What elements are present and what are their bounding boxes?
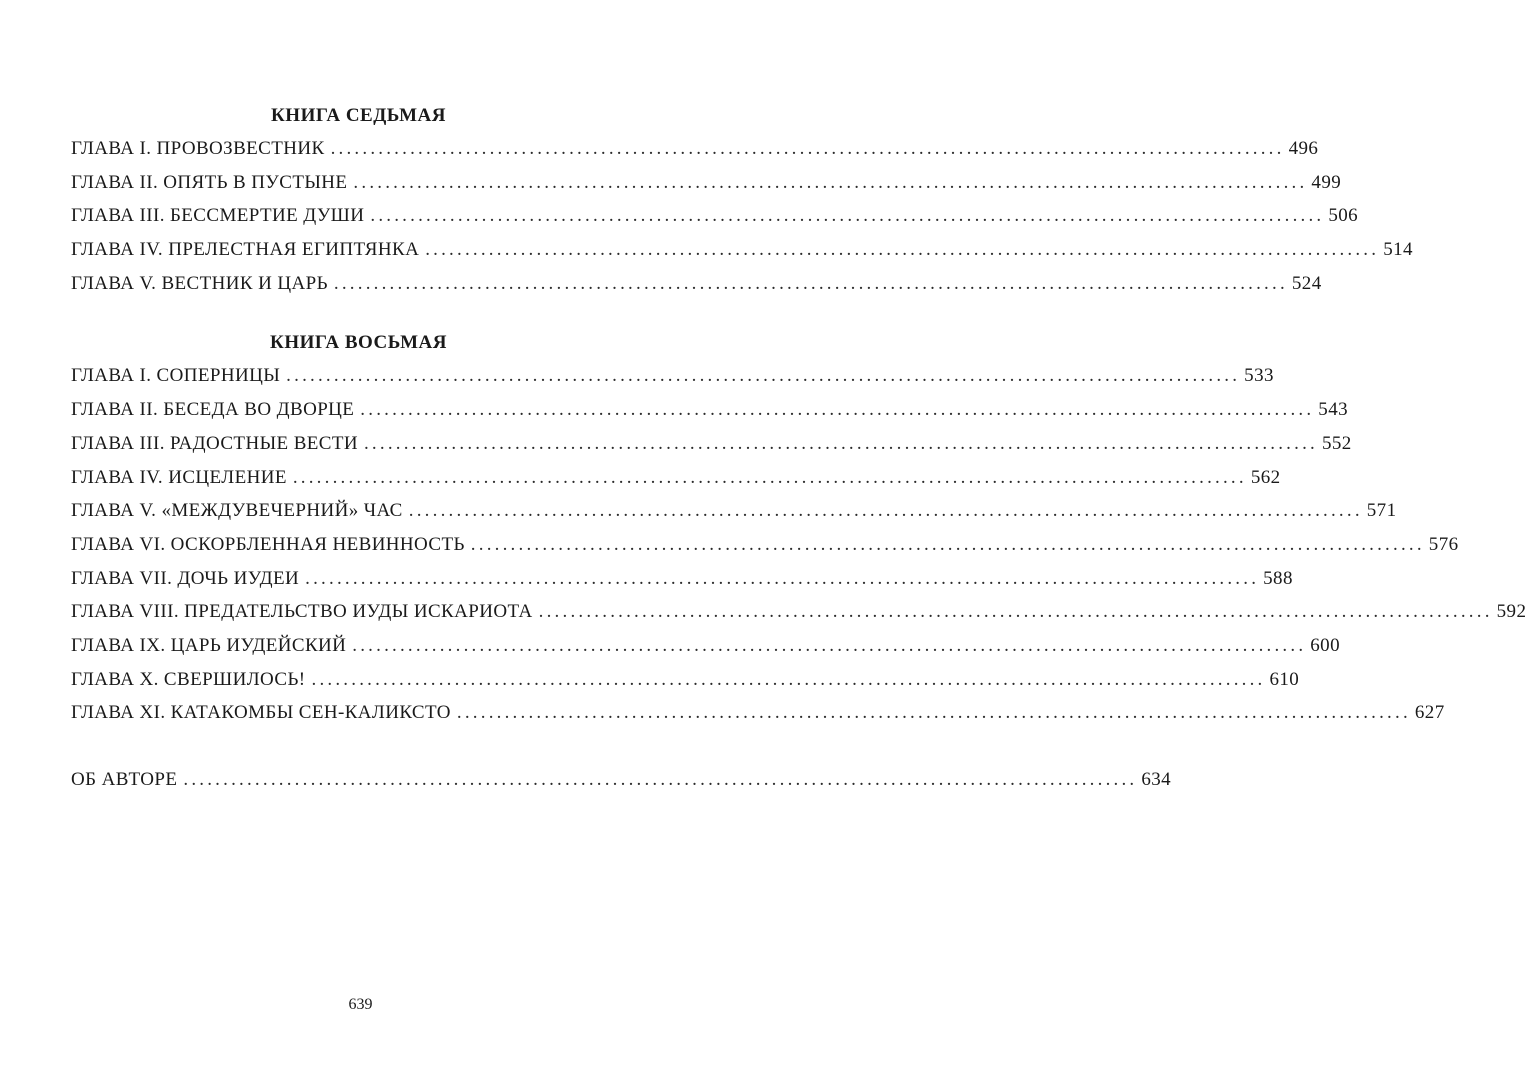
leader-dots: ........................................................................................................................ — [352, 634, 1307, 656]
toc-list-book-7 — [71, 132, 1413, 300]
leader-dots: ........................................................................................................................ — [456, 702, 1411, 724]
entry-title: ГЛАВА XI. КАТАКОМБЫ СЕН-КАЛИКСТО — [71, 702, 451, 724]
entry-page: 592 — [1496, 601, 1526, 623]
toc-list-book-8 — [71, 359, 1526, 730]
entry-title: ГЛАВА I. СОПЕРНИЦЫ — [71, 365, 281, 387]
entry-page: 576 — [1428, 533, 1459, 555]
leader-dots: ........................................................................................................................ — [353, 171, 1308, 193]
entry-page: 571 — [1366, 500, 1397, 522]
entry-title: ГЛАВА I. ПРОВОЗВЕСТНИК — [71, 138, 325, 159]
entry-title: ГЛАВА V. ВЕСТНИК И ЦАРЬ — [71, 272, 328, 294]
entry-page: 506 — [1328, 205, 1359, 227]
toc-entry — [71, 528, 1459, 562]
toc-entry — [71, 132, 1319, 166]
entry-title: ГЛАВА V. «МЕЖДУВЕЧЕРНИЙ» ЧАС — [71, 500, 403, 522]
entry-title: ГЛАВА IX. ЦАРЬ ИУДЕЙСКИЙ — [71, 634, 347, 656]
entry-title: ГЛАВА II. БЕСЕДА ВО ДВОРЦЕ — [71, 399, 355, 421]
toc-entry — [71, 696, 1445, 730]
leader-dots: ........................................................................................................................ — [305, 567, 1260, 589]
entry-title: ОБ АВТОРЕ — [71, 769, 178, 790]
book-title: КНИГА ВОСЬМАЯ — [270, 332, 447, 354]
leader-dots: ........................................................................................................................ — [183, 769, 1138, 790]
entry-title: ГЛАВА VIII. ПРЕДАТЕЛЬСТВО ИУДЫ ИСКАРИОТА — [71, 601, 533, 623]
leader-dots: ........................................................................................................................ — [360, 399, 1315, 421]
entry-page: 634 — [1141, 769, 1172, 790]
toc-entry-about — [71, 763, 1172, 797]
toc-entry — [71, 166, 1342, 200]
leader-dots: ........................................................................................................................ — [286, 365, 1241, 387]
entry-title: ГЛАВА III. БЕССМЕРТИЕ ДУШИ — [71, 205, 365, 227]
entry-page: 514 — [1383, 239, 1413, 261]
toc-entry — [71, 267, 1322, 301]
leader-dots: ........................................................................................................................ — [470, 533, 1425, 555]
toc-entry — [71, 663, 1300, 697]
entry-page: 600 — [1310, 634, 1340, 656]
entry-page: 499 — [1311, 171, 1342, 193]
leader-dots: ........................................................................................................................ — [538, 601, 1493, 623]
entry-page: 588 — [1263, 567, 1293, 589]
toc-entry — [71, 461, 1281, 495]
leader-dots: ........................................................................................................................ — [425, 239, 1380, 261]
entry-title: ГЛАВА X. СВЕРШИЛОСЬ! — [71, 668, 306, 690]
toc-entry — [71, 393, 1348, 427]
toc-entry — [71, 562, 1293, 596]
leader-dots: ........................................................................................................................ — [370, 205, 1325, 227]
toc-entry — [71, 359, 1274, 393]
leader-dots: ........................................................................................................................ — [333, 272, 1288, 294]
toc-entry — [71, 494, 1397, 528]
toc-entry — [71, 199, 1359, 233]
table-of-contents — [71, 100, 1526, 797]
entry-title: ГЛАВА VII. ДОЧЬ ИУДЕИ — [71, 567, 300, 589]
entry-title: ГЛАВА IV. ИСЦЕЛЕНИЕ — [71, 466, 287, 488]
entry-title: ГЛАВА VI. ОСКОРБЛЕННАЯ НЕВИННОСТЬ — [71, 533, 465, 555]
toc-entry — [71, 629, 1340, 663]
entry-page: 552 — [1321, 432, 1352, 454]
entry-page: 524 — [1291, 272, 1322, 294]
toc-list-about — [71, 763, 1172, 797]
entry-title: ГЛАВА II. ОПЯТЬ В ПУСТЫНЕ — [71, 171, 348, 193]
toc-entry — [71, 233, 1413, 267]
entry-page: 533 — [1244, 365, 1274, 387]
entry-title: ГЛАВА IV. ПРЕЛЕСТНАЯ ЕГИПТЯНКА — [71, 239, 420, 261]
page-number: 639 — [348, 996, 373, 1013]
toc-entry — [71, 595, 1526, 629]
entry-title: ГЛАВА III. РАДОСТНЫЕ ВЕСТИ — [71, 432, 358, 454]
entry-page: 627 — [1414, 702, 1445, 724]
entry-page: 543 — [1318, 399, 1348, 421]
entry-page: 610 — [1269, 668, 1300, 690]
leader-dots: ........................................................................................................................ — [330, 138, 1285, 159]
leader-dots: ........................................................................................................................ — [292, 466, 1247, 488]
entry-page: 496 — [1288, 138, 1319, 159]
leader-dots: ........................................................................................................................ — [363, 432, 1318, 454]
leader-dots: ........................................................................................................................ — [311, 668, 1266, 690]
leader-dots: ........................................................................................................................ — [408, 500, 1363, 522]
book-title: КНИГА СЕДЬМАЯ — [271, 105, 446, 126]
entry-page: 562 — [1250, 466, 1281, 488]
toc-entry — [71, 427, 1352, 461]
